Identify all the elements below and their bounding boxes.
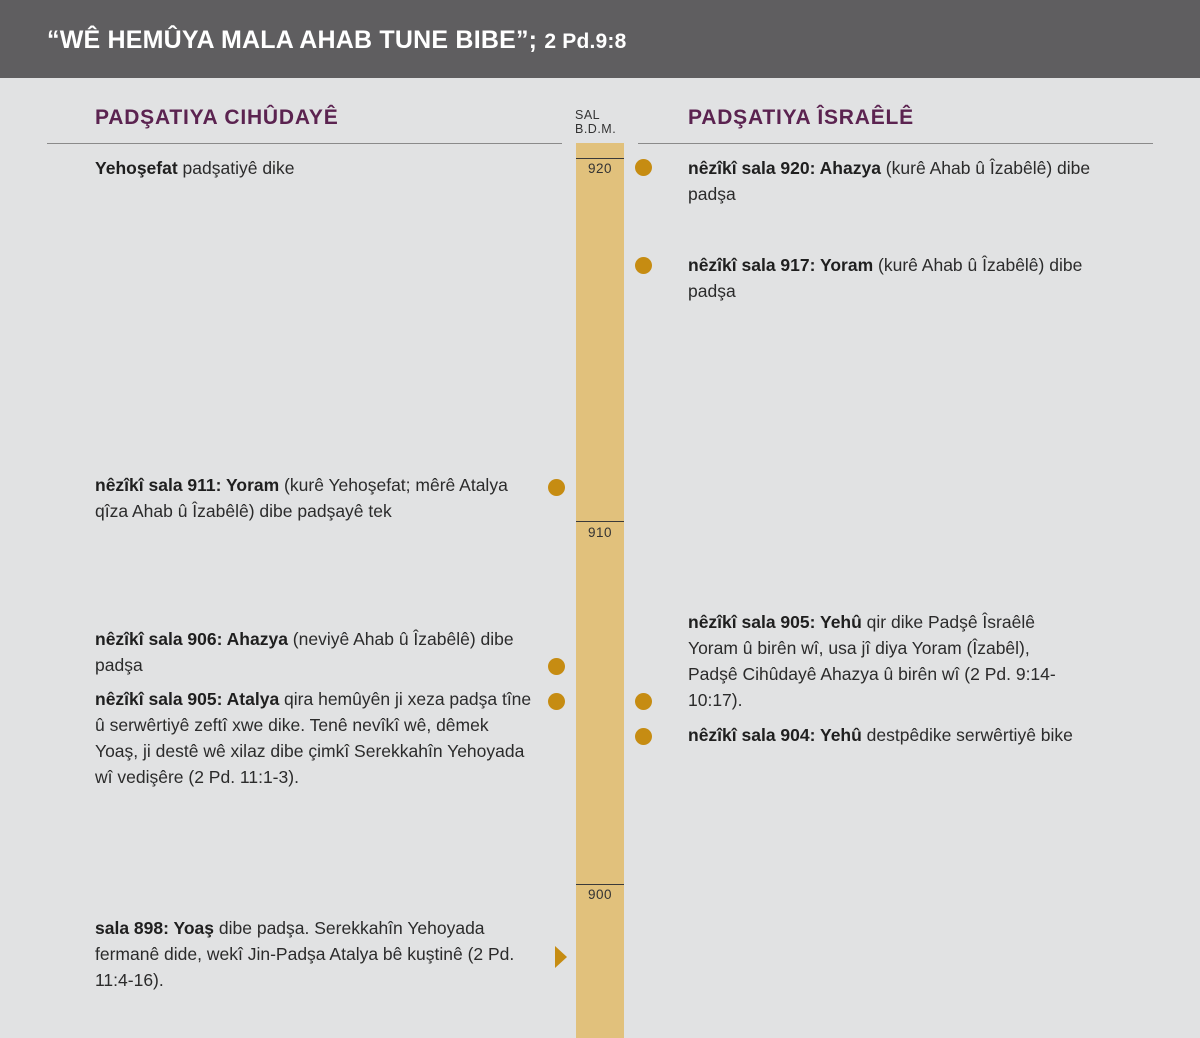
event-text: (kurê Ahab û Îzabêlê) dibe padşa bbox=[688, 158, 1091, 204]
right-divider bbox=[638, 143, 1153, 144]
axis-label-sal: SAL bbox=[575, 108, 601, 122]
right-event-905 bbox=[688, 609, 1073, 713]
event-bold: nêzîkî sala 906: Ahazya bbox=[95, 629, 288, 649]
marker-left-898-arrow bbox=[555, 946, 567, 968]
left-event-905 bbox=[95, 686, 535, 790]
left-event-898 bbox=[95, 915, 515, 993]
marker-right-905 bbox=[635, 693, 652, 710]
tick-label-900: 900 bbox=[587, 887, 613, 902]
event-text: qira hemûyên ji xeza padşa tîne û serwêrtiyê zeftî xwe dike. Tenê nevîkî wê, dêmek Yoaş, ji destê wê xilaz dibe çimkî Serekkahîn Yehoyada wî vedişêre (2 Pd. 11:1-3). bbox=[95, 689, 532, 787]
event-text: (kurê Ahab û Îzabêlê) dibe padşa bbox=[688, 255, 1083, 301]
event-bold: nêzîkî sala 904: Yehû bbox=[688, 725, 862, 745]
tick-900 bbox=[576, 884, 624, 885]
right-event-904 bbox=[688, 722, 1168, 748]
event-text: qir dike Padşê Îsraêlê Yoram û birên wî, usa jî diya Yoram (Îzabêl), Padşê Cihûdayê Ahazya û birên wî (2 Pd. 9:14-10:17). bbox=[688, 612, 1056, 710]
marker-left-905 bbox=[548, 693, 565, 710]
right-event-917 bbox=[688, 252, 1108, 304]
event-bold: nêzîkî sala 905: Yehû bbox=[688, 612, 862, 632]
event-text: (kurê Yehoşefat; mêrê Atalya qîza Ahab û Îzabêlê) dibe padşayê tek bbox=[95, 475, 508, 521]
title-reference: 2 Pd.9:8 bbox=[544, 30, 627, 53]
left-event-906 bbox=[95, 626, 515, 678]
marker-right-920 bbox=[635, 159, 652, 176]
timeline-band bbox=[576, 143, 624, 1038]
left-event-jehoshaphat bbox=[95, 155, 535, 181]
marker-left-906 bbox=[548, 658, 565, 675]
marker-right-917 bbox=[635, 257, 652, 274]
left-divider bbox=[47, 143, 562, 144]
left-column-title: PADŞATIYA CIHÛDAYÊ bbox=[95, 106, 339, 129]
tick-920 bbox=[576, 158, 624, 159]
event-text: dibe padşa. Serekkahîn Yehoyada fermanê dide, wekî Jin-Padşa Atalya bê kuştinê (2 Pd. 11:4-16). bbox=[95, 918, 515, 990]
axis-header bbox=[575, 108, 616, 136]
event-bold: nêzîkî sala 920: Ahazya bbox=[688, 158, 881, 178]
event-text: (neviyê Ahab û Îzabêlê) dibe padşa bbox=[95, 629, 514, 675]
event-text: padşatiyê dike bbox=[177, 158, 295, 178]
tick-label-920: 920 bbox=[587, 161, 613, 176]
axis-label-bdm: B.D.M. bbox=[575, 122, 617, 136]
left-event-911 bbox=[95, 472, 535, 524]
tick-label-910: 910 bbox=[587, 525, 613, 540]
event-bold: sala 898: Yoaş bbox=[95, 918, 215, 938]
event-bold: nêzîkî sala 905: Atalya bbox=[95, 689, 280, 709]
title-text: “WÊ HEMÛYA MALA AHAB TUNE BIBE”; bbox=[47, 26, 538, 54]
marker-left-911 bbox=[548, 479, 565, 496]
tick-910 bbox=[576, 521, 624, 522]
header-bar bbox=[0, 0, 1200, 78]
marker-right-904 bbox=[635, 728, 652, 745]
event-bold: nêzîkî sala 917: Yoram bbox=[688, 255, 874, 275]
event-bold: Yehoşefat bbox=[95, 158, 178, 178]
page-title bbox=[47, 26, 627, 55]
event-bold: nêzîkî sala 911: Yoram bbox=[95, 475, 280, 495]
event-text: destpêdike serwêrtiyê bike bbox=[861, 725, 1073, 745]
right-event-920 bbox=[688, 155, 1108, 207]
right-column-title: PADŞATIYA ÎSRAÊLÊ bbox=[688, 106, 914, 129]
